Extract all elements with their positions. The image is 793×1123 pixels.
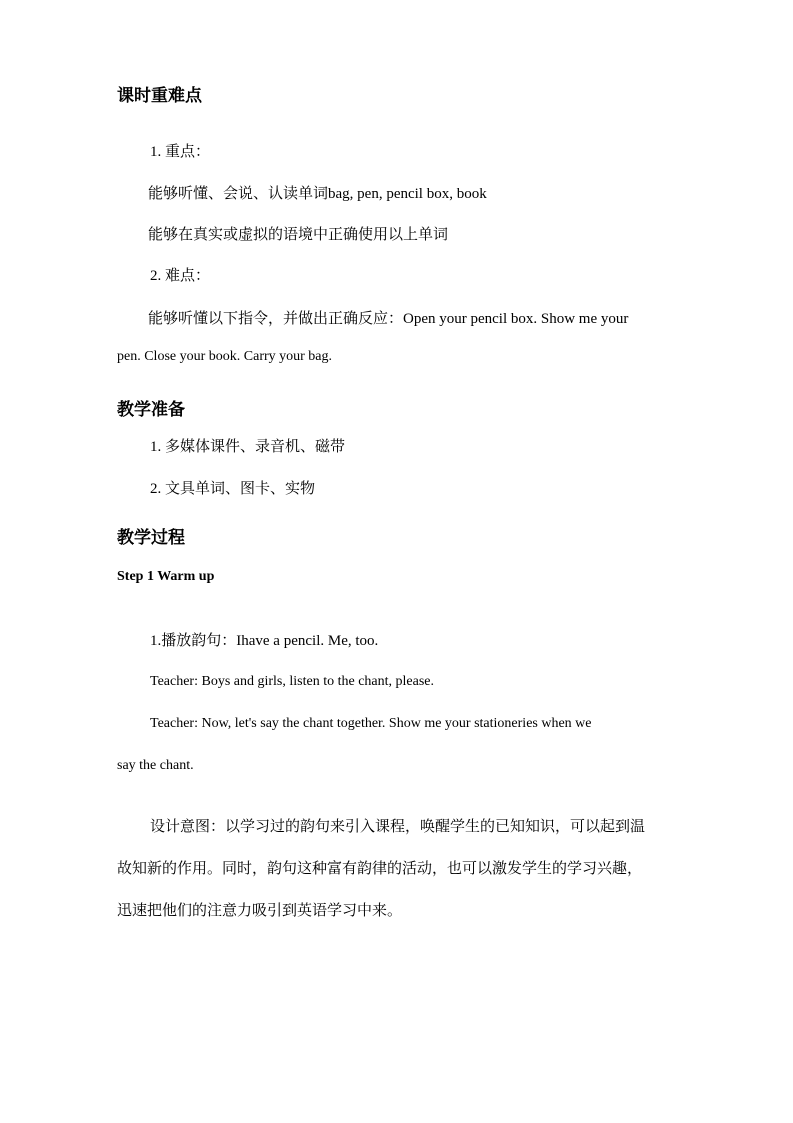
design-intent-line-3: 迅速把他们的注意力吸引到英语学习中来。 — [117, 903, 403, 919]
process-line-teacher-2-cont: say the chant. — [117, 758, 194, 773]
difficult-point-line-2: pen. Close your book. Carry your bag. — [117, 349, 333, 364]
preparation-item-1: 1. 多媒体课件、录音机、磁带 — [150, 439, 346, 455]
design-intent-line-1: 设计意图：以学习过的韵句来引入课程，唤醒学生的已知知识，可以起到温 — [150, 819, 646, 835]
difficult-point-line-1: 能够听懂以下指令，并做出正确反应：Open your pencil box. Show me your — [148, 311, 629, 327]
process-line-teacher-1: Teacher: Boys and girls, listen to the chant, please. — [150, 674, 434, 689]
step-1-title: Step 1 Warm up — [117, 569, 215, 584]
section-heading-preparation: 教学准备 — [117, 400, 185, 419]
process-line-chant: 1.播放韵句：Ihave a pencil. Me, too. — [150, 633, 379, 649]
difficult-point-label: 2. 难点： — [150, 268, 211, 284]
design-intent-line-2: 故知新的作用。同时，韵句这种富有韵律的活动，也可以激发学生的学习兴趣， — [117, 861, 643, 877]
section-heading-key-points: 课时重难点 — [117, 86, 202, 105]
key-point-label: 1. 重点： — [150, 144, 211, 160]
preparation-item-2: 2. 文具单词、图卡、实物 — [150, 481, 316, 497]
key-point-line-2: 能够在真实或虚拟的语境中正确使用以上单词 — [148, 227, 449, 243]
section-heading-process: 教学过程 — [117, 528, 185, 547]
process-line-teacher-2: Teacher: Now, let's say the chant together. Show me your stationeries when we — [150, 716, 592, 731]
key-point-line-1: 能够听懂、会说、认读单词bag, pen, pencil box, book — [148, 186, 487, 202]
